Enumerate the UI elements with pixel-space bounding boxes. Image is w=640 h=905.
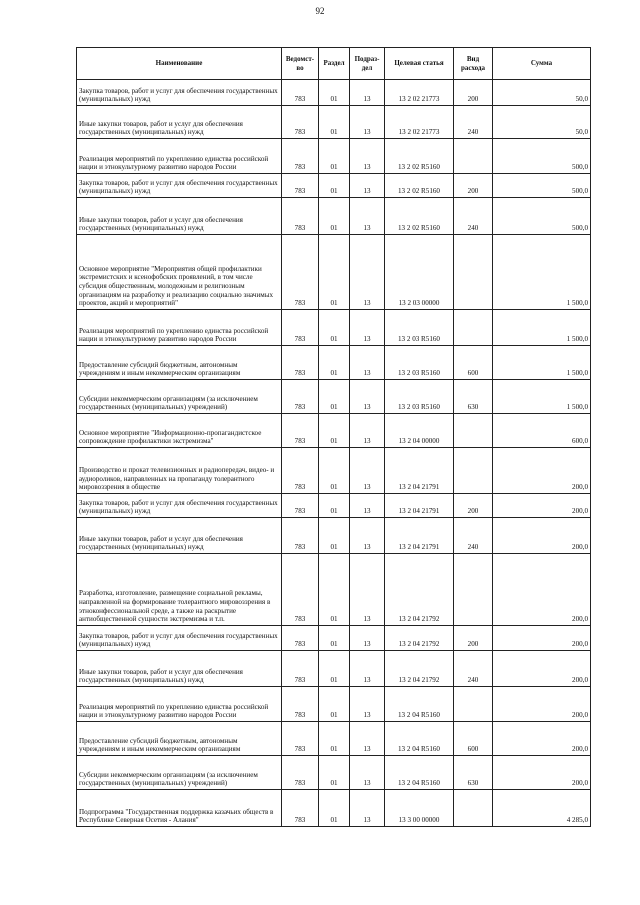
cell-name: Предоставление субсидий бюджетным, автономным учреждениям и иным некоммерческим организациям [77,346,282,380]
cell-sum: 1 500,0 [493,310,591,346]
cell-article: 13 2 04 21792 [385,626,454,651]
cell-subsection: 13 [350,106,385,139]
cell-kind [454,139,493,174]
cell-sum: 50,0 [493,106,591,139]
cell-sum: 600,0 [493,414,591,448]
cell-name: Производство и прокат телевизионных и радиопередач, видео- и аудиороликов, направленных на пропаганду толерантного мировоззрения в обществе [77,448,282,494]
cell-name: Основное мероприятие "Информационно-пропагандистское сопровождение профилактики экстремизма" [77,414,282,448]
cell-subsection: 13 [350,687,385,722]
table-row [77,494,591,518]
cell-article: 13 2 04 21791 [385,494,454,518]
cell-kind [454,554,493,626]
cell-subsection: 13 [350,626,385,651]
cell-sum: 200,0 [493,494,591,518]
cell-section: 01 [319,346,350,380]
cell-kind: 630 [454,380,493,414]
cell-kind: 240 [454,651,493,687]
cell-name: Подпрограмма "Государственная поддержка казачьих обществ в Республике Северная Осетия - Алания" [77,790,282,827]
table-row [77,414,591,448]
cell-subsection: 13 [350,310,385,346]
cell-article: 13 2 04 R5160 [385,722,454,756]
table-row [77,448,591,494]
cell-section: 01 [319,626,350,651]
table-row [77,518,591,554]
cell-kind [454,687,493,722]
cell-subsection: 13 [350,235,385,310]
table-row [77,722,591,756]
cell-dept: 783 [282,346,319,380]
table-row [77,626,591,651]
cell-sum: 200,0 [493,448,591,494]
cell-article: 13 3 00 00000 [385,790,454,827]
cell-section: 01 [319,518,350,554]
cell-kind: 200 [454,626,493,651]
cell-section: 01 [319,106,350,139]
cell-article: 13 2 04 21792 [385,554,454,626]
cell-article: 13 2 04 R5160 [385,756,454,790]
cell-subsection: 13 [350,722,385,756]
cell-subsection: 13 [350,756,385,790]
cell-sum: 200,0 [493,722,591,756]
cell-section: 01 [319,756,350,790]
cell-name: Закупка товаров, работ и услуг для обеспечения государственных (муниципальных) нужд [77,80,282,106]
cell-section: 01 [319,722,350,756]
cell-subsection: 13 [350,414,385,448]
cell-sum: 50,0 [493,80,591,106]
cell-name: Иные закупки товаров, работ и услуг для обеспечения государственных (муниципальных) нужд [77,106,282,139]
cell-article: 13 2 03 R5160 [385,380,454,414]
cell-subsection: 13 [350,651,385,687]
cell-kind [454,790,493,827]
cell-name: Иные закупки товаров, работ и услуг для обеспечения государственных (муниципальных) нужд [77,651,282,687]
cell-sum: 200,0 [493,626,591,651]
cell-kind [454,310,493,346]
cell-dept: 783 [282,380,319,414]
cell-subsection: 13 [350,494,385,518]
cell-sum: 4 285,0 [493,790,591,827]
cell-name: Иные закупки товаров, работ и услуг для обеспечения государственных (муниципальных) нужд [77,198,282,235]
table-header-row [77,48,591,80]
cell-article: 13 2 02 21773 [385,106,454,139]
cell-name: Иные закупки товаров, работ и услуг для обеспечения государственных (муниципальных) нужд [77,518,282,554]
table-row [77,554,591,626]
cell-section: 01 [319,687,350,722]
cell-article: 13 2 03 R5160 [385,346,454,380]
cell-subsection: 13 [350,380,385,414]
cell-dept: 783 [282,651,319,687]
cell-kind: 240 [454,106,493,139]
cell-name: Субсидии некоммерческим организациям (за исключением государственных (муниципальных) учреждений) [77,380,282,414]
cell-subsection: 13 [350,518,385,554]
cell-article: 13 2 02 R5160 [385,174,454,198]
column-header-subsection: Подраз-дел [350,48,385,80]
column-header-article: Целевая статья [385,48,454,80]
table-row [77,651,591,687]
cell-section: 01 [319,494,350,518]
cell-article: 13 2 03 R5160 [385,310,454,346]
cell-article: 13 2 04 00000 [385,414,454,448]
cell-kind [454,235,493,310]
cell-sum: 200,0 [493,518,591,554]
cell-article: 13 2 03 00000 [385,235,454,310]
cell-subsection: 13 [350,198,385,235]
cell-name: Основное мероприятие "Мероприятия общей профилактики экстремистских и ксенофобских проявлений, в том числе субсидия общественным, молодежным и религиозным организациям на разработку и реализацию социально значимых проектов, акций и мероприятий" [77,235,282,310]
cell-kind: 240 [454,518,493,554]
cell-sum: 1 500,0 [493,346,591,380]
cell-kind: 240 [454,198,493,235]
cell-subsection: 13 [350,448,385,494]
cell-kind: 200 [454,80,493,106]
cell-sum: 200,0 [493,651,591,687]
cell-dept: 783 [282,756,319,790]
cell-dept: 783 [282,310,319,346]
cell-sum: 1 500,0 [493,380,591,414]
cell-name: Предоставление субсидий бюджетным, автономным учреждениям и иным некоммерческим организациям [77,722,282,756]
column-header-kind: Вид расхода [454,48,493,80]
table-row [77,687,591,722]
cell-sum: 200,0 [493,554,591,626]
cell-kind: 200 [454,494,493,518]
cell-kind: 600 [454,346,493,380]
cell-dept: 783 [282,722,319,756]
cell-subsection: 13 [350,346,385,380]
cell-article: 13 2 04 R5160 [385,687,454,722]
cell-section: 01 [319,139,350,174]
cell-subsection: 13 [350,80,385,106]
cell-kind: 600 [454,722,493,756]
page-number: 92 [315,6,325,16]
cell-dept: 783 [282,554,319,626]
cell-subsection: 13 [350,554,385,626]
cell-sum: 1 500,0 [493,235,591,310]
cell-dept: 783 [282,80,319,106]
cell-dept: 783 [282,626,319,651]
cell-dept: 783 [282,494,319,518]
cell-dept: 783 [282,448,319,494]
cell-subsection: 13 [350,174,385,198]
cell-article: 13 2 04 21791 [385,448,454,494]
table-row [77,346,591,380]
table-row [77,380,591,414]
cell-article: 13 2 02 R5160 [385,139,454,174]
cell-kind [454,414,493,448]
cell-section: 01 [319,174,350,198]
cell-article: 13 2 04 21792 [385,651,454,687]
cell-dept: 783 [282,687,319,722]
table-row [77,80,591,106]
table-row [77,310,591,346]
cell-subsection: 13 [350,139,385,174]
cell-sum: 500,0 [493,139,591,174]
column-header-section: Раздел [319,48,350,80]
cell-name: Субсидии некоммерческим организациям (за исключением государственных (муниципальных) учреждений) [77,756,282,790]
cell-dept: 783 [282,235,319,310]
table-row [77,139,591,174]
budget-table [76,47,591,827]
cell-dept: 783 [282,414,319,448]
cell-name: Закупка товаров, работ и услуг для обеспечения государственных (муниципальных) нужд [77,174,282,198]
cell-name: Реализация мероприятий по укреплению единства российской нации и этнокультурному развитию народов России [77,139,282,174]
cell-section: 01 [319,554,350,626]
cell-dept: 783 [282,518,319,554]
cell-section: 01 [319,414,350,448]
column-header-sum: Сумма [493,48,591,80]
cell-article: 13 2 02 R5160 [385,198,454,235]
cell-name: Реализация мероприятий по укреплению единства российской нации и этнокультурному развитию народов России [77,310,282,346]
cell-dept: 783 [282,790,319,827]
table-row [77,790,591,827]
cell-section: 01 [319,235,350,310]
column-header-name: Наименование [77,48,282,80]
table-row [77,235,591,310]
cell-section: 01 [319,448,350,494]
cell-kind: 200 [454,174,493,198]
table-body [77,80,591,827]
cell-article: 13 2 04 21791 [385,518,454,554]
cell-name: Закупка товаров, работ и услуг для обеспечения государственных (муниципальных) нужд [77,626,282,651]
cell-name: Разработка, изготовление, размещение социальной рекламы, направленной на формирование толерантного мировоззрения в этноконфессиональной среде, а также на раскрытие антиобщественной сущности экстремизма и т.п. [77,554,282,626]
cell-sum: 500,0 [493,198,591,235]
cell-sum: 500,0 [493,174,591,198]
cell-subsection: 13 [350,790,385,827]
cell-kind: 630 [454,756,493,790]
column-header-dept: Ведомст-во [282,48,319,80]
cell-section: 01 [319,790,350,827]
table-row [77,198,591,235]
cell-dept: 783 [282,198,319,235]
cell-sum: 200,0 [493,756,591,790]
table-row [77,106,591,139]
cell-section: 01 [319,198,350,235]
table-row [77,174,591,198]
cell-section: 01 [319,380,350,414]
cell-article: 13 2 02 21773 [385,80,454,106]
table-row [77,756,591,790]
cell-kind [454,448,493,494]
cell-section: 01 [319,80,350,106]
cell-section: 01 [319,310,350,346]
cell-dept: 783 [282,106,319,139]
cell-name: Закупка товаров, работ и услуг для обеспечения государственных (муниципальных) нужд [77,494,282,518]
cell-dept: 783 [282,139,319,174]
cell-dept: 783 [282,174,319,198]
cell-name: Реализация мероприятий по укреплению единства российской нации и этнокультурному развитию народов России [77,687,282,722]
cell-section: 01 [319,651,350,687]
cell-sum: 200,0 [493,687,591,722]
